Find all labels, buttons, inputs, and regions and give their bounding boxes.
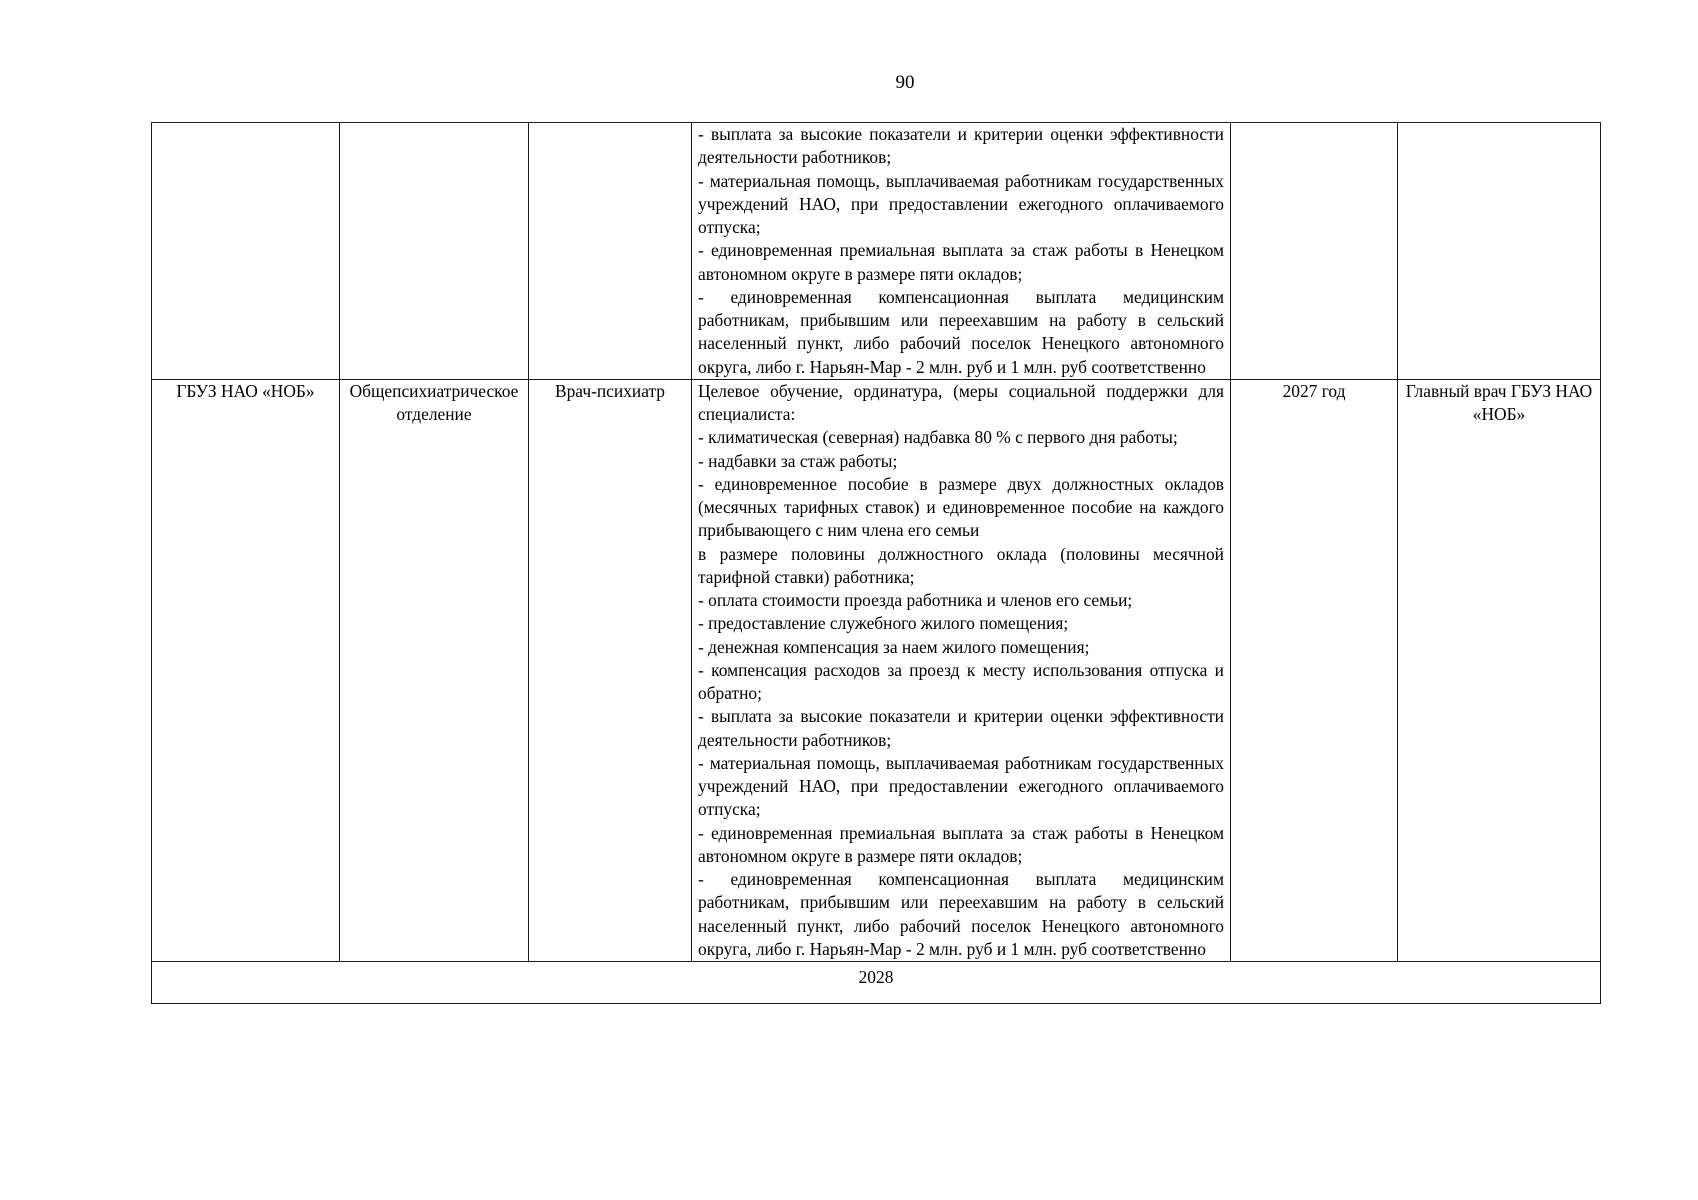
department-cell: Общепсихиатрическое отделение	[340, 379, 529, 961]
measure-item: - компенсация расходов за проезд к месту использования отпуска и обратно;	[698, 659, 1224, 703]
table-row	[152, 123, 1601, 380]
measure-item: - единовременная премиальная выплата за стаж работы в Ненецком автономном округе в размере пяти окладов;	[698, 822, 1224, 866]
department-cell	[340, 123, 529, 380]
year-cell	[1231, 123, 1398, 380]
organization-cell: ГБУЗ НАО «НОБ»	[152, 379, 340, 961]
measure-item: - единовременная компенсационная выплата медицинским работникам, прибывшим или переехавшим на работу в сельский населенный пункт, либо рабочий поселок Ненецкого автономного округа, либо г. Нарьян-Мар - 2 млн. руб и 1 млн. руб соответственно	[698, 286, 1224, 377]
measure-item: - климатическая (северная) надбавка 80 % с первого дня работы;	[698, 427, 1178, 448]
measure-item: - денежная компенсация за наем жилого помещения;	[698, 636, 1090, 657]
measures-cell	[692, 379, 1231, 961]
measure-item: - единовременное пособие в размере двух должностных окладов (месячных тарифных ставок) и единовременное пособие на каждого прибывающего с ним члена его семьи	[698, 473, 1224, 541]
measure-item: - оплата стоимости проезда работника и членов его семьи;	[698, 590, 1133, 610]
year-row	[152, 962, 1601, 1004]
measure-item: - предоставление служебного жилого помещения;	[698, 613, 1069, 634]
measure-item: - единовременная компенсационная выплата медицинским работникам, прибывшим или переехавшим на работу в сельский населенный пункт, либо рабочий поселок Ненецкого автономного округа, либо г. Нарьян-Мар - 2 млн. руб и 1 млн. руб соответственно	[698, 869, 1224, 959]
measure-item: - выплата за высокие показатели и критерии оценки эффективности деятельности работников;	[698, 706, 1224, 750]
responsible-cell	[1398, 123, 1601, 380]
table-row	[152, 379, 1601, 961]
measures-table	[151, 122, 1601, 1004]
year-cell: 2027 год	[1231, 379, 1398, 961]
year-heading-cell: 2028	[152, 962, 1601, 1004]
measure-item: - материальная помощь, выплачиваемая работникам государственных учреждений НАО, при предоставлении ежегодного оплачиваемого отпуска;	[698, 752, 1224, 820]
measure-item: - выплата за высокие показатели и критерии оценки эффективности деятельности работников;	[698, 124, 1224, 168]
measure-item: - материальная помощь, выплачиваемая работникам государственных учреждений НАО, при предоставлении ежегодного оплачиваемого отпуска;	[698, 170, 1224, 237]
page-number: 90	[895, 72, 915, 93]
position-cell	[529, 123, 692, 380]
measures-cell	[692, 123, 1231, 380]
organization-cell	[152, 123, 340, 380]
measure-item: в размере половины должностного оклада (половины месячной тарифной ставки) работника;	[698, 543, 1224, 587]
responsible-cell: Главный врач ГБУЗ НАО «НОБ»	[1398, 379, 1601, 961]
measure-item: - единовременная премиальная выплата за стаж работы в Ненецком автономном округе в размере пяти окладов;	[698, 240, 1224, 284]
measure-item: - надбавки за стаж работы;	[698, 450, 898, 471]
position-cell: Врач-психиатр	[529, 379, 692, 961]
measure-item: Целевое обучение, ординатура, (меры социальной поддержки для специалиста:	[698, 380, 1224, 424]
